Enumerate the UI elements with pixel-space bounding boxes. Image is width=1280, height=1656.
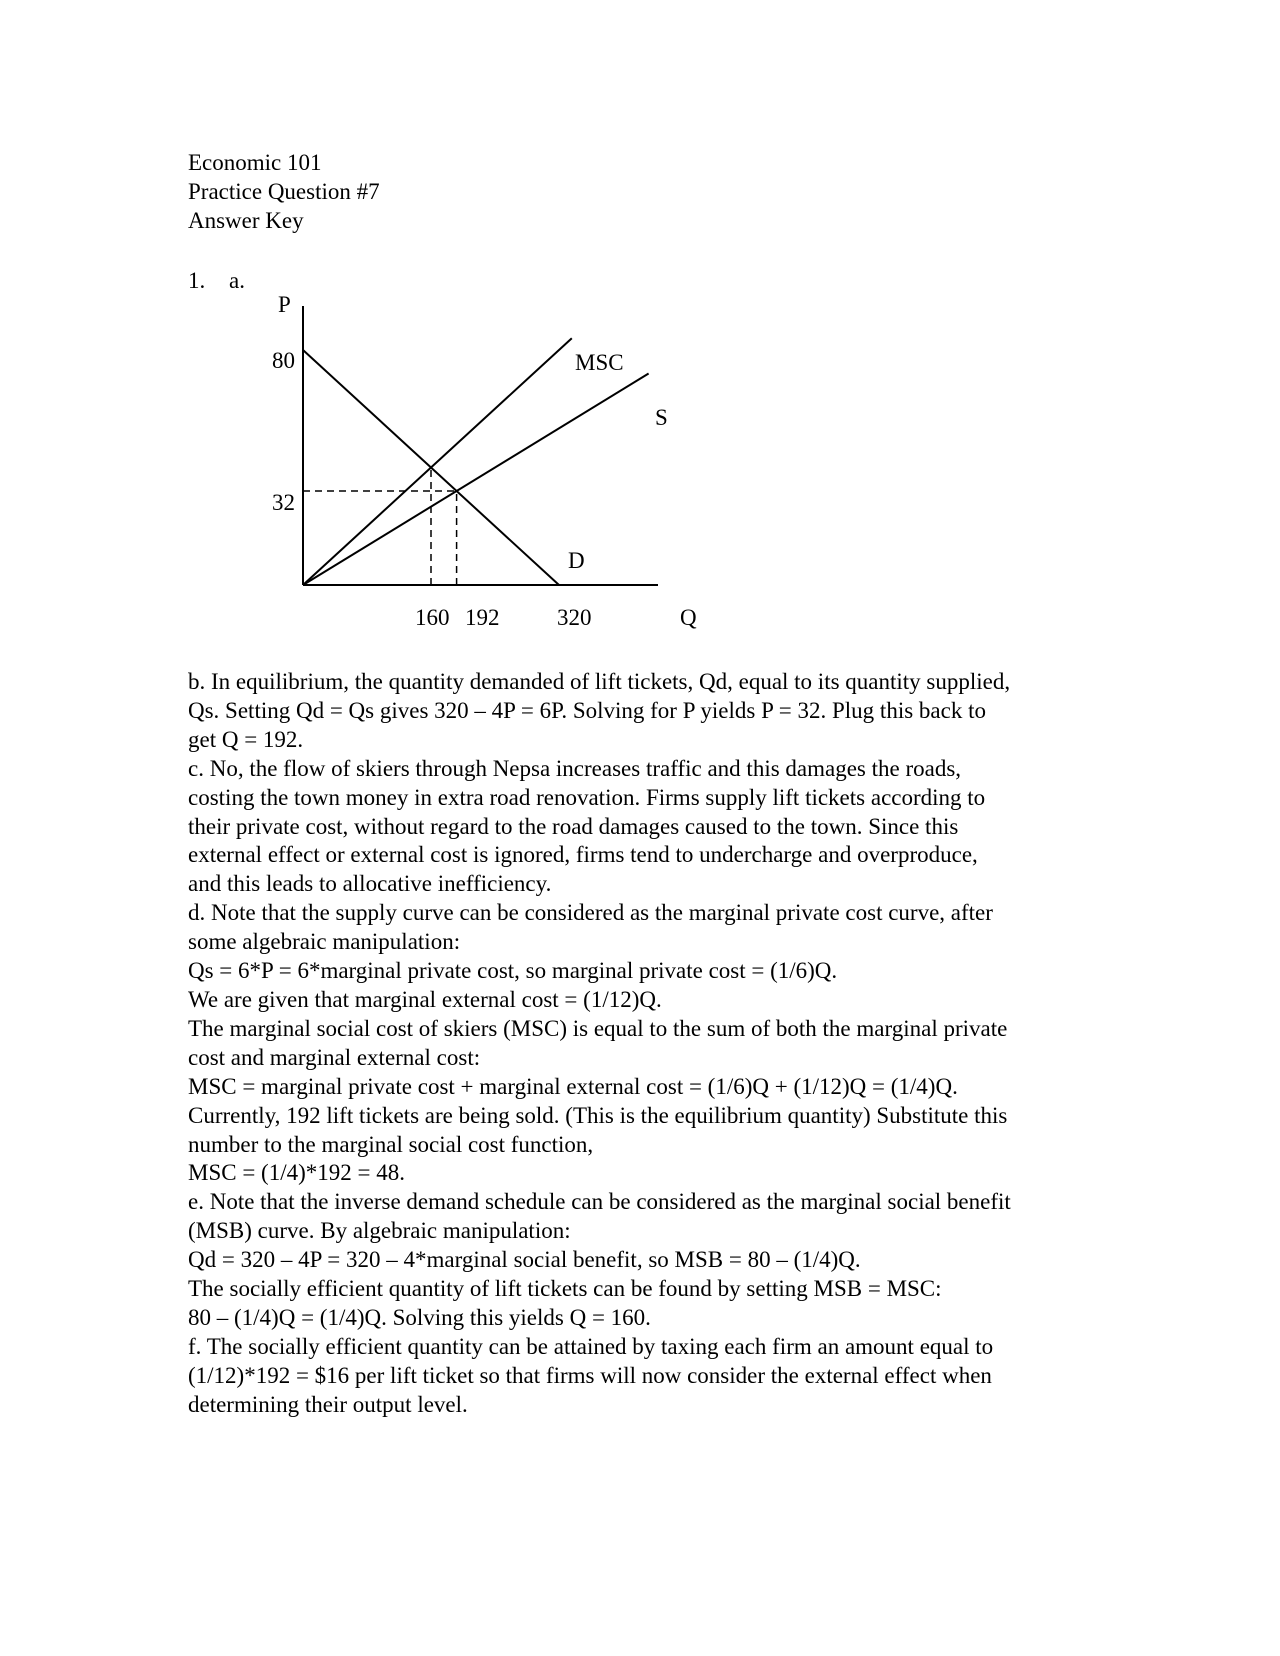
question-title: Practice Question #7 <box>188 179 380 204</box>
s-curve <box>303 374 649 586</box>
answer-line: The marginal social cost of skiers (MSC) is equal to the sum of both the marginal private <box>188 1015 1008 1041</box>
msc-curve <box>303 338 572 585</box>
y-tick-32: 32 <box>272 490 295 515</box>
part-a-label: a. <box>229 268 245 293</box>
x-tick-320: 320 <box>557 605 592 630</box>
x-tick-160: 160 <box>415 605 450 630</box>
answer-line: Qs = 6*P = 6*marginal private cost, so marginal private cost = (1/6)Q. <box>188 958 838 984</box>
answer-line: b. In equilibrium, the quantity demanded of lift tickets, Qd, equal to its quantity supplied, <box>188 669 1011 694</box>
answer-line: d. Note that the supply curve can be considered as the marginal private cost curve, after <box>188 900 993 926</box>
x-tick-192: 192 <box>465 605 500 630</box>
supply-label: S <box>655 405 668 430</box>
y-tick-80: 80 <box>272 348 295 373</box>
answer-line: number to the marginal social cost function, <box>188 1131 594 1157</box>
answer-line: Currently, 192 lift tickets are being sold. (This is the equilibrium quantity) Substitute this <box>188 1102 1008 1128</box>
supply-demand-graph <box>0 0 1280 700</box>
answer-line: Qs. Setting Qd = Qs gives 320 – 4P = 6P. Solving for P yields P = 32. Plug this back to <box>188 697 986 723</box>
answer-line: (1/12)*192 = $16 per lift ticket so that firms will now consider the external effect when <box>188 1362 992 1388</box>
answer-line: (MSB) curve. By algebraic manipulation: <box>188 1218 571 1244</box>
answer-line: their private cost, without regard to the road damages caused to the town. Since this <box>188 813 959 839</box>
answer-line: costing the town money in extra road renovation. Firms supply lift tickets according to <box>188 784 986 810</box>
answer-line: external effect or external cost is ignored, firms tend to undercharge and overproduce, <box>188 842 978 868</box>
answer-line: MSC = (1/4)*192 = 48. <box>188 1160 405 1186</box>
answer-line: f. The socially efficient quantity can be attained by taxing each firm an amount equal to <box>188 1333 994 1359</box>
answer-text <box>188 668 1068 1420</box>
x-axis-label: Q <box>680 605 697 630</box>
question-number: 1. <box>188 268 206 293</box>
demand-label: D <box>568 548 585 573</box>
answer-line: MSC = marginal private cost + marginal external cost = (1/6)Q + (1/12)Q = (1/4)Q. <box>188 1073 958 1099</box>
answer-line: 80 – (1/4)Q = (1/4)Q. Solving this yields Q = 160. <box>188 1304 651 1330</box>
answer-line: The socially efficient quantity of lift tickets can be found by setting MSB = MSC: <box>188 1276 942 1302</box>
course-title: Economic 101 <box>188 150 322 175</box>
answer-line: We are given that marginal external cost = (1/12)Q. <box>188 986 662 1012</box>
answer-line: and this leads to allocative inefficiency. <box>188 871 552 897</box>
answer-line: e. Note that the inverse demand schedule can be considered as the marginal social benefit <box>188 1189 1011 1215</box>
answer-line: some algebraic manipulation: <box>188 929 461 955</box>
answer-line: determining their output level. <box>188 1391 468 1417</box>
doc-type: Answer Key <box>188 208 304 233</box>
answer-line: get Q = 192. <box>188 726 304 752</box>
answer-line: cost and marginal external cost: <box>188 1044 481 1070</box>
y-axis-label: P <box>278 292 291 317</box>
msc-label: MSC <box>575 350 624 375</box>
answer-line: Qd = 320 – 4P = 320 – 4*marginal social benefit, so MSB = 80 – (1/4)Q. <box>188 1247 861 1273</box>
answer-line: c. No, the flow of skiers through Nepsa increases traffic and this damages the roads, <box>188 755 962 781</box>
